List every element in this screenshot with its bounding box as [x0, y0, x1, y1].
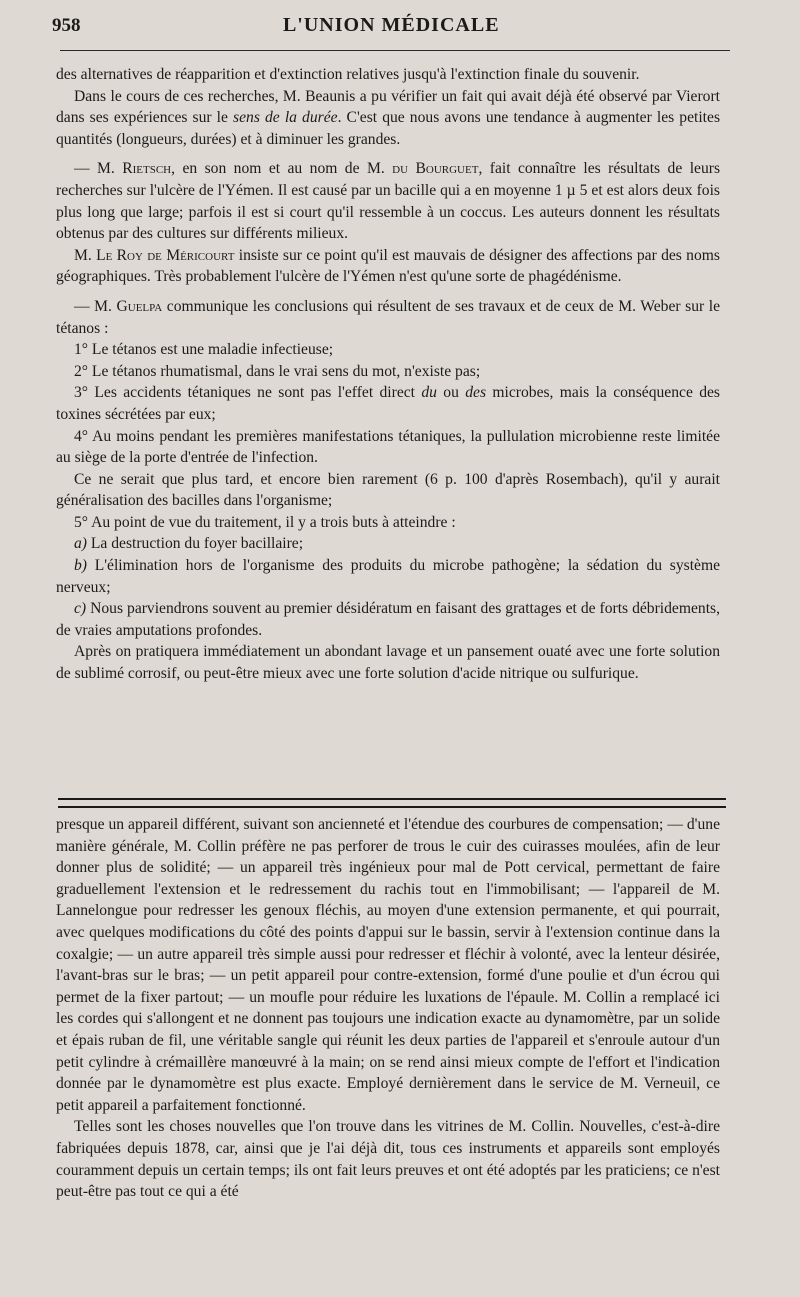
sub-item: b) L'élimination hors de l'organisme des produits du microbe pathogène; la sédation du système nerveux; — [56, 557, 720, 596]
paragraph: Après on pratiquera immédiatement un abondant lavage et un pansement ouaté avec une forte solution de sublimé corrosif, ou peut-être mieux avec une forte solution d'acide nitrique ou sulfurique. — [56, 643, 720, 683]
conclusion-item: 5° Au point de vue du traitement, il y a trois buts à atteindre : — [74, 513, 456, 531]
header-rule — [60, 50, 730, 51]
conclusion-item: 1° Le tétanos est une maladie infectieuse; — [74, 341, 334, 359]
paragraph: Dans le cours de ces recherches, M. Beaunis a pu vérifier un fait qui avait déjà été observé par Vierort dans ses expériences sur le sens de la durée. C'est que nous avons une tendance à augmenter les petites quantités (longueurs, durées) et à diminuer les grandes. — [56, 87, 721, 148]
upper-article — [56, 64, 720, 685]
feuilleton-separator — [58, 798, 726, 808]
running-title: L'UNION MÉDICALE — [282, 14, 500, 36]
paragraph: M. Le Roy de Méricourt insiste sur ce point qu'il est mauvais de désigner des affections par des noms géographiques. Très probablement l'ulcère de l'Yémen n'est qu'une sorte de phagédénisme. — [56, 246, 720, 286]
author-name: Le Roy de Méricourt — [96, 246, 235, 264]
paragraph: — M. Rietsch, en son nom et au nom de M. du Bourguet, fait connaître les résultats de leurs recherches sur l'ulcère de l'Yémen. Il est causé par un bacille qui a en moyenne 1 µ 5 et est alors deux fois plus long que large; parfois il est si court qu'il ressemble à un coccus. Les auteurs donnent les résultats obtenus par des cultures sur différents milieux. — [56, 160, 721, 243]
paragraph: — M. Guelpa communique les conclusions qui résultent de ses travaux et de ceux de M. Weber sur le tétanos : — [56, 297, 721, 337]
feuilleton-article — [56, 814, 720, 1203]
conclusion-item: 3° Les accidents tétaniques ne sont pas l'effet direct du ou des microbes, mais la conséquence des toxines sécrétées par eux; — [56, 384, 721, 423]
paragraph: Telles sont les choses nouvelles que l'on trouve dans les vitrines de M. Collin. Nouvelles, c'est-à-dire fabriquées depuis 1878, car, ainsi que je l'ai déjà dit, tous ces instruments et appareils sont employés couramment depuis un certain temps; ils ont fait leurs preuves et ont été adoptés par les praticiens; ce n'est peut-être pas tout ce qui a été — [56, 1118, 720, 1201]
author-name: Rietsch — [122, 160, 172, 178]
author-name: Guelpa — [116, 297, 163, 315]
paragraph: presque un appareil différent, suivant son ancienneté et l'étendue des courbures de compensation; — d'une manière générale, M. Collin préfère ne pas perforer de trous le cuir des cuirasses moulées, afin de leur donner plus de solidité; — un appareil très ingénieux pour mal de Pott cervical, permettant de faire graduellement l'extension et le redressement du rachis tout en l'immobilisant; — l'appareil de M. Lannelongue pour redresser les genoux fléchis, au moyen d'une extension permanente, et qui pourrait, avec quelques modifications du côté des points d'appui sur le bassin, servir à l'extension continue dans la coxalgie; — un autre appareil très simple aussi pour redresser et fléchir à volonté, avec la lenteur désirée, l'avant-bras sur le bras; — un petit appareil pour contre-extension, formé d'une poulie et d'un écrou qui permet de la fixer partout; — un moufle pour réduire les luxations de l'épaule. M. Collin a remplacé ici les cordes qui s'allongent et ne donnent pas toujours une indication exacte au dynamomètre, par un solide et épais ruban de fil, une véritable sangle qui réunit les deux parties de l'appareil et s'enroule autour d'un petit cylindre à crémaillère manœuvré à la main; on se rend ainsi mieux compte de l'effort et l'indication donnée par le dynamomètre est plus exacte. Employé dernièrement dans le service de M. Verneuil, ce petit appareil a parfaitement fonctionné. — [56, 816, 720, 1114]
page-header — [52, 14, 742, 50]
conclusion-item: 4° Au moins pendant les premières manifestations tétaniques, la pullulation microbienne reste limitée au siège de la porte d'entrée de l'infection. — [56, 427, 720, 467]
author-name: du Bourguet — [392, 160, 479, 178]
page-number: 958 — [52, 15, 81, 36]
paragraph: des alternatives de réapparition et d'extinction relatives jusqu'à l'extinction finale du souvenir. — [56, 66, 640, 83]
sub-item: c) Nous parviendrons souvent au premier désidératum en faisant des grattages et de forts débridements, de vraies amputations profondes. — [56, 600, 720, 639]
conclusion-item: 2° Le tétanos rhumatismal, dans le vrai sens du mot, n'existe pas; — [74, 362, 481, 380]
paragraph: Ce ne serait que plus tard, et encore bien rarement (6 p. 100 d'après Rosembach), qu'il y aurait généralisation des bacilles dans l'organisme; — [56, 470, 720, 510]
sub-item: a) La destruction du foyer bacillaire; — [74, 535, 304, 553]
